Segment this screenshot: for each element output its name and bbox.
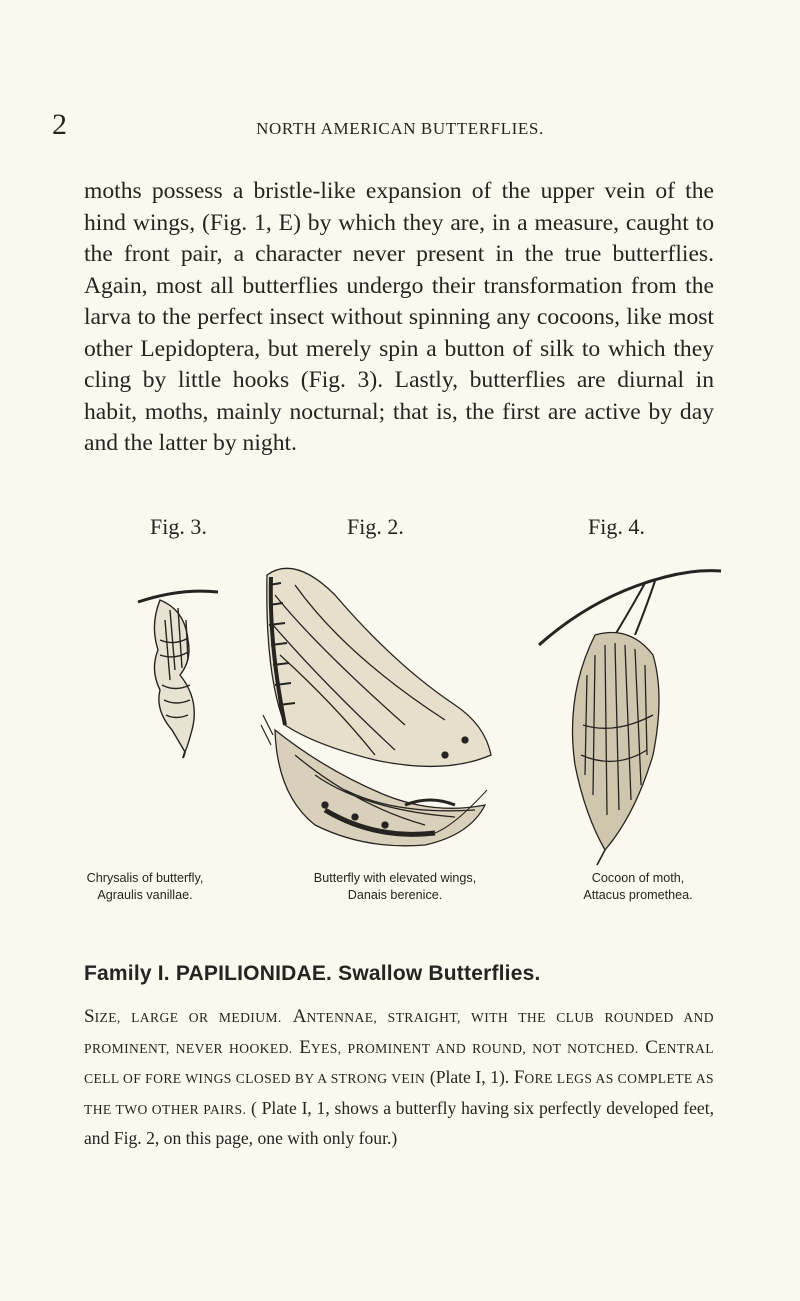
butterfly-illustration bbox=[255, 555, 500, 855]
eyes-text: EYES, PROMINENT AND ROUND, NOT NOTCHED. bbox=[299, 1036, 639, 1058]
fig2-label: Fig. 2. bbox=[347, 514, 404, 539]
fig4-caption bbox=[548, 870, 728, 904]
chrysalis-illustration bbox=[130, 580, 240, 760]
fig3-caption-line2: Agraulis vanillae. bbox=[97, 888, 193, 902]
family-description bbox=[84, 1002, 714, 1153]
intro-paragraph: moths possess a bristle-like expansion of the upper vein of the hind wings, (Fig. 1, E) by which they are, in a measure, caught to the front pair, a character never present in the true butterflies. Again, most all butterflies undergo their transformation from the larva to the perfect insect without spinning any cocoons, like most other Lepidoptera, but merely spin a button of silk to which they cling by little hooks (Fig. 3). Lastly, butterflies are diurnal in habit, moths, mainly nocturnal; that is, the first are active by day and the latter by night. bbox=[84, 178, 714, 456]
fig3-caption bbox=[62, 870, 228, 904]
fig3-label: Fig. 3. bbox=[150, 514, 207, 539]
running-head: NORTH AMERICAN BUTTERFLIES. bbox=[256, 119, 544, 138]
fig4-label: Fig. 4. bbox=[588, 514, 645, 539]
cocoon-illustration bbox=[535, 565, 725, 865]
page-number: 2 bbox=[52, 108, 67, 141]
family-heading: Family I. PAPILIONIDAE. Swallow Butterflies. bbox=[84, 962, 541, 985]
plate-note: ( Plate I, 1, shows a butterfly having six perfectly developed feet, and Fig. 2, on this page, one with only four.) bbox=[84, 1097, 714, 1148]
fig2-caption-line2: Danais berenice. bbox=[347, 888, 443, 902]
fig2-caption-line1: Butterfly with elevated wings, bbox=[313, 871, 477, 885]
plate-reference: (Plate I, 1). bbox=[425, 1067, 514, 1087]
fig2-caption bbox=[280, 870, 510, 904]
antennae-text: ANTENNAE, STRAIGHT, WITH THE CLUB ROUNDED AND PROMINENT, NEVER HOOKED. bbox=[84, 1006, 714, 1056]
fore-legs-text: FORE LEGS AS COMPLETE AS THE TWO OTHER PAIRS. bbox=[84, 1067, 714, 1117]
fig4-caption-line2: Attacus promethea. bbox=[583, 888, 693, 902]
central-cell-text: CENTRAL CELL OF FORE WINGS CLOSED BY A STRONG VEIN bbox=[84, 1036, 714, 1086]
fig3-caption-line1: Chrysalis of butterfly, bbox=[86, 871, 204, 885]
fig4-caption-line1: Cocoon of moth, bbox=[591, 871, 685, 885]
size-text: SIZE, LARGE OR MEDIUM. bbox=[84, 1006, 282, 1027]
